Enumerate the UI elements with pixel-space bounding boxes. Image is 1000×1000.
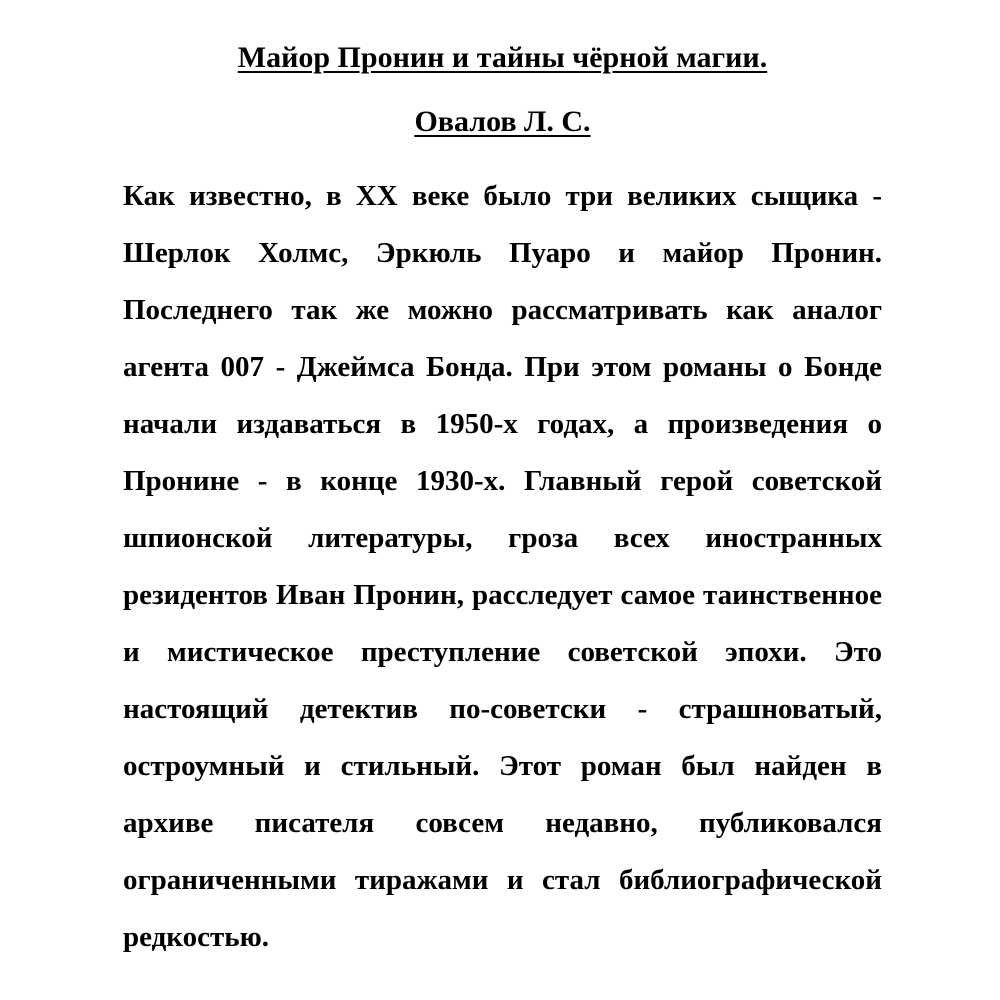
book-description: Как известно, в XX веке было три великих сыщика - Шерлок Холмс, Эркюль Пуаро и майор Пронин. Последнего так же можно рассматривать как аналог агента 007 - Джеймса Бонда. При этом романы о Бонде начали издаваться в 1950-х годах, а произведения о Пронине - в конце 1930-х. Главный герой советской шпионской литературы, гроза всех иностранных резидентов Иван Пронин, расследует самое таинственное и мистическое преступление советской эпохи. Это настоящий детектив по-советски - страшноватый, остроумный и стильный. Этот роман был найден в архиве писателя совсем недавно, публиковался ограниченными тиражами и стал библиографической редкостью.	[123, 180, 882, 953]
book-author: Овалов Л. С.	[414, 105, 591, 138]
book-title: Майор Пронин и тайны чёрной магии.	[237, 41, 768, 74]
